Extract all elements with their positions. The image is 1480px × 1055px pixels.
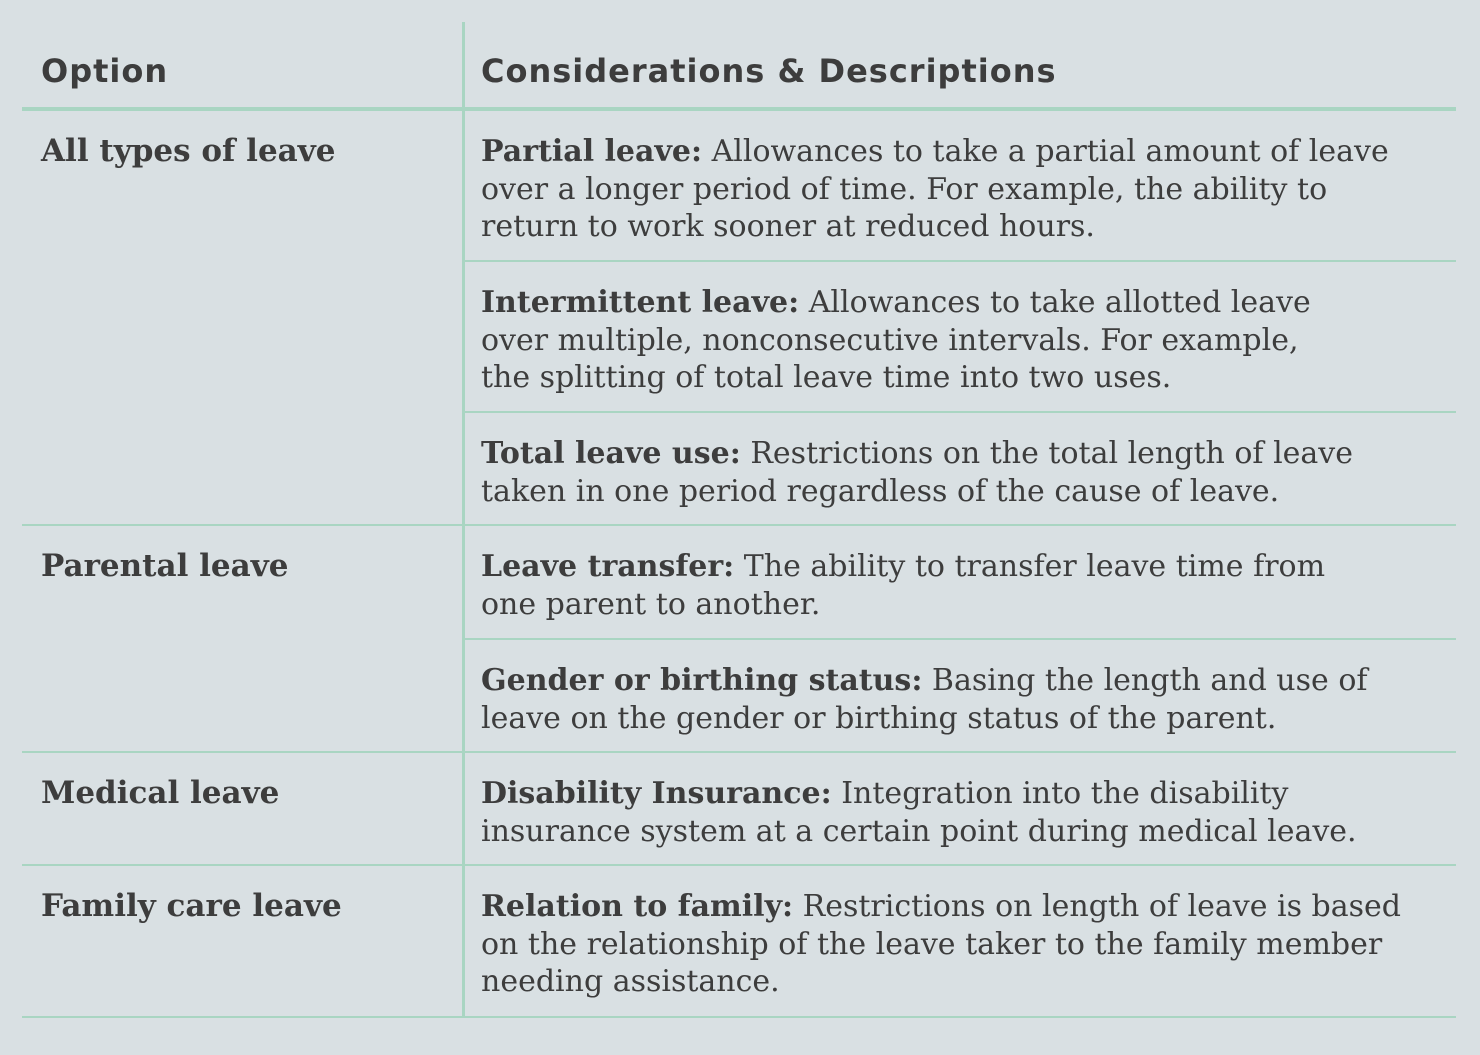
consideration-text	[481, 662, 1436, 737]
consideration-term: Total leave use:	[481, 436, 741, 471]
table-row-medical	[22, 753, 1456, 866]
consideration-cell	[465, 526, 1456, 640]
consideration-term: Intermittent leave:	[481, 285, 800, 320]
consideration-description: Allowances to take allotted leave over multiple, nonconsecutive intervals. For example, the splitting of total leave time into two uses.	[481, 285, 1311, 395]
consideration-cell	[465, 753, 1456, 864]
consideration-text	[481, 888, 1436, 1001]
consideration-term: Leave transfer:	[481, 549, 735, 584]
consideration-description: Allowances to take a partial amount of leave over a longer period of time. For example, the ability to return to work sooner at reduced hours.	[481, 134, 1389, 244]
header-descriptions: Considerations & Descriptions	[481, 52, 1057, 90]
consideration-description: Basing the length and use of leave on the gender or birthing status of the parent.	[481, 663, 1368, 736]
consideration-term: Partial leave:	[481, 134, 703, 169]
consideration-description: Restrictions on length of leave is based on the relationship of the leave taker to the family member needing assistance.	[481, 889, 1401, 999]
consideration-text	[481, 133, 1436, 246]
option-label: Medical leave	[41, 775, 280, 811]
consideration-cell	[465, 866, 1456, 1016]
consideration-text	[481, 775, 1436, 850]
consideration-cell	[465, 640, 1456, 751]
consideration-cell	[465, 413, 1456, 524]
consideration-text	[481, 284, 1436, 397]
consideration-cell	[465, 262, 1456, 413]
table-row-parental	[22, 526, 1456, 753]
consideration-description: Restrictions on the total length of leave taken in one period regardless of the cause of leave.	[481, 436, 1354, 509]
option-label: Family care leave	[41, 888, 342, 924]
consideration-text	[481, 548, 1436, 623]
table-row-all-types	[22, 111, 1456, 526]
option-label: All types of leave	[41, 133, 336, 169]
consideration-cell	[465, 111, 1456, 262]
table-row-family-care	[22, 866, 1456, 1018]
header-option: Option	[41, 52, 169, 90]
table-header	[22, 22, 1456, 111]
leave-options-table	[22, 22, 1456, 1018]
option-label: Parental leave	[41, 548, 289, 584]
consideration-term: Relation to family:	[481, 889, 794, 924]
consideration-description: The ability to transfer leave time from one parent to another.	[481, 549, 1326, 622]
consideration-term: Disability Insurance:	[481, 776, 832, 811]
consideration-text	[481, 435, 1436, 510]
consideration-description: Integration into the disability insurance system at a certain point during medical leave.	[481, 776, 1357, 849]
consideration-term: Gender or birthing status:	[481, 663, 923, 698]
